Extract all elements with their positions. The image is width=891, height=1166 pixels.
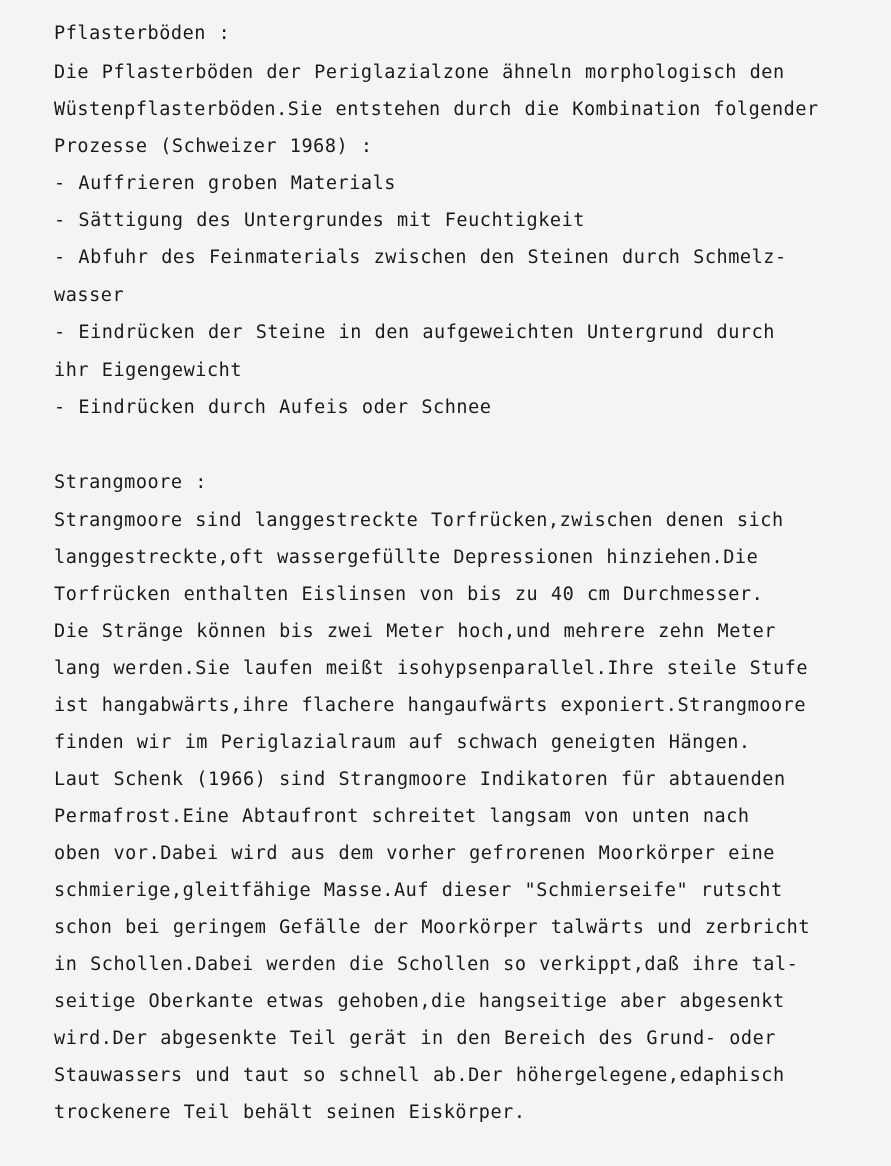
section-heading-strangmoore: Strangmoore : <box>54 472 207 493</box>
text-line: seitige Oberkante etwas gehoben,die hangseitige aber abgesenkt <box>54 991 785 1012</box>
list-item: - Eindrücken der Steine in den aufgeweichten Untergrund durch <box>54 322 775 343</box>
text-line: Prozesse (Schweizer 1968) : <box>54 136 373 157</box>
text-line: Laut Schenk (1966) sind Strangmoore Indikatoren für abtauenden <box>54 769 786 790</box>
text-line: ist hangabwärts,ihre flachere hangaufwärts exponiert.Strangmoore <box>54 695 807 716</box>
list-item: - Sättigung des Untergrundes mit Feuchtigkeit <box>54 210 585 231</box>
text-line: oben vor.Dabei wird aus dem vorher gefrorenen Moorkörper eine <box>54 843 775 864</box>
text-line: schon bei geringem Gefälle der Moorkörper talwärts und zerbricht <box>54 917 811 938</box>
text-line: ihr Eigengewicht <box>54 360 243 381</box>
text-line: Stauwassers und taut so schnell ab.Der höhergelegene,edaphisch <box>54 1065 785 1086</box>
text-line: Die Pflasterböden der Periglazialzone ähneln morphologisch den <box>54 62 785 83</box>
text-line: schmierige,gleitfähige Masse.Auf dieser "Schmierseife" rutscht <box>54 880 783 901</box>
text-line: finden wir im Periglazialraum auf schwach geneigten Hängen. <box>54 732 751 753</box>
text-line: Strangmoore sind langgestreckte Torfrücken,zwischen denen sich <box>54 510 784 531</box>
text-line: Wüstenpflasterböden.Sie entstehen durch die Kombination folgender <box>54 99 819 120</box>
list-item: - Eindrücken durch Aufeis oder Schnee <box>54 397 492 418</box>
text-line: langgestreckte,oft wassergefüllte Depressionen hinziehen.Die <box>54 547 759 568</box>
section-heading-pflasterboeden: Pflasterböden : <box>54 23 231 44</box>
text-line: trockenere Teil behält seinen Eiskörper. <box>54 1102 526 1123</box>
text-line: Die Stränge können bis zwei Meter hoch,und mehrere zehn Meter <box>54 621 776 642</box>
list-item: - Abfuhr des Feinmaterials zwischen den Steinen durch Schmelz- <box>54 247 787 268</box>
text-line: in Schollen.Dabei werden die Schollen so verkippt,daß ihre tal- <box>54 954 799 975</box>
text-line: Permafrost.Eine Abtaufront schreitet langsam von unten nach <box>54 806 750 827</box>
text-line: lang werden.Sie laufen meißt isohypsenparallel.Ihre steile Stufe <box>54 658 809 679</box>
text-line: wasser <box>54 285 125 306</box>
text-line: wird.Der abgesenkte Teil gerät in den Bereich des Grund- oder <box>54 1028 776 1049</box>
text-line: Torfrücken enthalten Eislinsen von bis zu 40 cm Durchmesser. <box>54 584 764 605</box>
list-item: - Auffrieren groben Materials <box>54 173 396 194</box>
